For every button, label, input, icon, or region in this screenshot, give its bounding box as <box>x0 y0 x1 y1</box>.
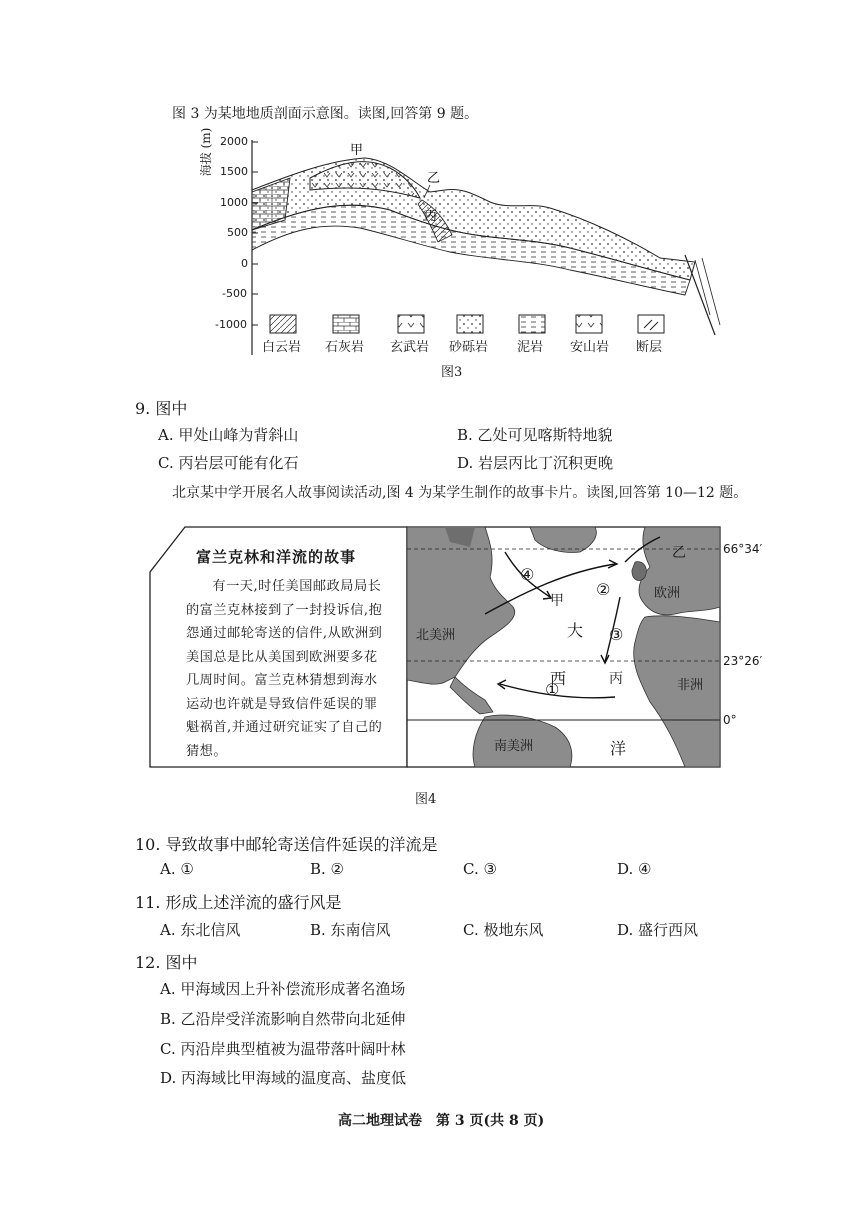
q11-option-c[interactable]: C. 极地东风 <box>463 921 544 939</box>
map-label-yang: 洋 <box>610 739 627 758</box>
q9-option-c[interactable]: C. 丙岩层可能有化石 <box>158 454 299 472</box>
map-current-3: ③ <box>609 625 624 644</box>
q10-option-c[interactable]: C. ③ <box>463 860 497 878</box>
fig3-caption: 图3 <box>441 365 463 380</box>
card-story-text: 有一天,时任美国邮政局局长的富兰克林接到了一封投诉信,抱怨通过邮轮寄送的信件,从欧洲到美国总是比从美国到欧洲要多花几周时间。富兰克林猜想到海水运动也许就是导致信件延误的罪魁祸首,并通过研究证实了自己的猜想。 <box>186 579 383 759</box>
lat-equator: 0° <box>723 713 737 727</box>
fig3-tick-0: 0 <box>241 257 248 270</box>
fig3-tick-neg500: -500 <box>222 287 247 300</box>
card-title: 富兰克林和洋流的故事 <box>196 548 357 566</box>
q9-option-d[interactable]: D. 岩层丙比丁沉积更晚 <box>457 454 614 472</box>
map-current-4: ④ <box>520 565 535 584</box>
map-label-europe: 欧洲 <box>654 586 681 601</box>
legend-mudstone: 泥岩 <box>517 340 544 355</box>
map-label-south-america: 南美洲 <box>494 739 534 754</box>
q10-option-b[interactable]: B. ② <box>310 860 345 878</box>
legend-andesite: 安山岩 <box>570 340 610 355</box>
fig3-tick-2000: 2000 <box>220 135 248 148</box>
lat-arctic-circle: 66°34′ <box>723 542 763 556</box>
q12-option-b[interactable]: B. 乙沿岸受洋流影响自然带向北延伸 <box>160 1010 406 1028</box>
map-point-bing: 丙 <box>609 671 623 687</box>
q11-option-b[interactable]: B. 东南信风 <box>310 921 391 939</box>
q11-option-d[interactable]: D. 盛行西风 <box>617 921 699 939</box>
map-label-north-america: 北美洲 <box>416 628 456 643</box>
q10-option-d[interactable]: D. ④ <box>617 860 652 878</box>
fig3-tick-1500: 1500 <box>220 165 248 178</box>
fig4-caption: 图4 <box>415 792 437 807</box>
q9-option-b[interactable]: B. 乙处可见喀斯特地貌 <box>457 426 613 444</box>
q12-option-d[interactable]: D. 丙海域比甲海域的温度高、盐度低 <box>160 1069 407 1087</box>
fig4-intro: 北京某中学开展名人故事阅读活动,图 4 为某学生制作的故事卡片。读图,回答第 10—12 题。 <box>172 485 748 501</box>
q11-stem: 11. 形成上述洋流的盛行风是 <box>135 893 342 912</box>
q12-option-c[interactable]: C. 丙沿岸典型植被为温带落叶阔叶林 <box>160 1040 406 1058</box>
legend-fault: 断层 <box>636 340 663 355</box>
fig3-point-bing: 丙 <box>424 209 438 224</box>
fig3-point-jia: 甲 <box>350 143 364 158</box>
map-point-yi: 乙 <box>672 545 686 561</box>
map-label-xi: 西 <box>550 669 567 688</box>
fig3-intro: 图 3 为某地地质剖面示意图。读图,回答第 9 题。 <box>172 106 479 122</box>
map-current-2: ② <box>596 580 611 599</box>
legend-dolomite: 白云岩 <box>262 340 302 355</box>
map-label-da: 大 <box>567 621 584 640</box>
legend-limestone: 石灰岩 <box>325 340 365 355</box>
fig3-cross-section <box>190 130 730 365</box>
legend-conglomerate: 砂砾岩 <box>449 340 489 355</box>
page-footer: 高二地理试卷 第 3 页(共 8 页) <box>338 1113 545 1129</box>
fig3-point-yi: 乙 <box>427 171 441 186</box>
q9-stem: 9. 图中 <box>135 399 188 418</box>
legend-basalt: 玄武岩 <box>390 340 430 355</box>
q12-option-a[interactable]: A. 甲海域因上升补偿流形成著名渔场 <box>160 980 406 998</box>
q9-option-a[interactable]: A. 甲处山峰为背斜山 <box>158 426 299 444</box>
map-current-1: ① <box>545 680 560 699</box>
lat-tropic-cancer: 23°26′ <box>723 654 763 668</box>
q11-option-a[interactable]: A. 东北信风 <box>160 921 241 939</box>
q10-stem: 10. 导致故事中邮轮寄送信件延误的洋流是 <box>135 835 438 854</box>
fig3-tick-1000: 1000 <box>220 196 248 209</box>
fig3-tick-neg1000: -1000 <box>215 318 247 331</box>
map-label-africa: 非洲 <box>677 678 704 693</box>
q10-option-a[interactable]: A. ① <box>160 860 194 878</box>
fig3-y-axis-label: 海拔 (m) <box>199 127 213 177</box>
q12-stem: 12. 图中 <box>135 953 198 972</box>
fig3-tick-500: 500 <box>227 226 248 239</box>
map-point-jia: 甲 <box>550 593 564 609</box>
